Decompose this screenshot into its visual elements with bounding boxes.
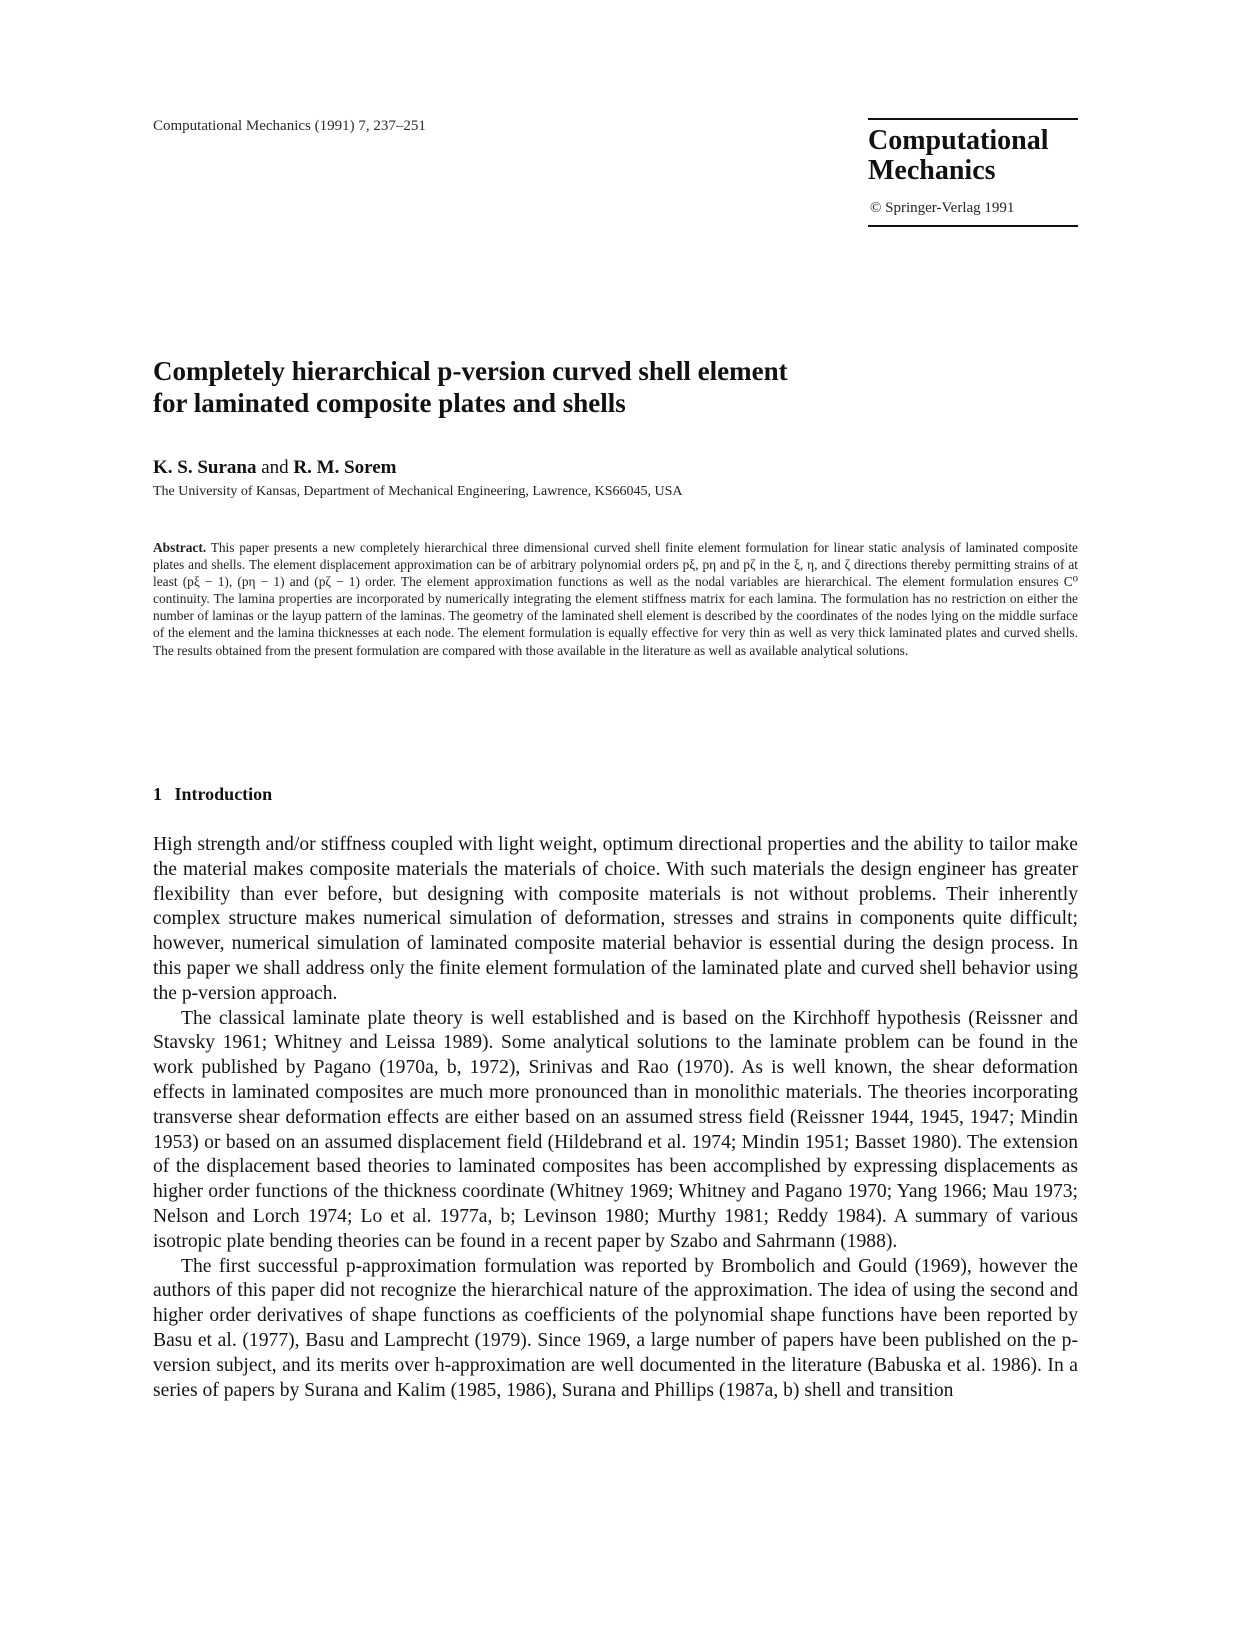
- masthead-top-rule: [868, 118, 1078, 120]
- section-title: Introduction: [174, 784, 273, 804]
- author-affiliation: The University of Kansas, Department of Mechanical Engineering, Lawrence, KS66045, USA: [153, 484, 683, 499]
- section-heading-introduction: [153, 784, 272, 805]
- author-conjunction: and: [261, 457, 289, 478]
- masthead-title-line2: Mechanics: [868, 155, 996, 186]
- abstract-label: Abstract.: [153, 540, 207, 555]
- abstract: [153, 539, 1078, 659]
- journal-reference: Computational Mechanics (1991) 7, 237–251: [153, 118, 426, 134]
- section-number: 1: [153, 784, 162, 804]
- introduction-body: [153, 833, 1078, 1403]
- copyright-notice: © Springer-Verlag 1991: [870, 200, 1015, 216]
- journal-masthead: [868, 118, 1078, 227]
- abstract-text: This paper presents a new completely hierarchical three dimensional curved shell finite element formulation for linear static analysis of laminated composite plates and shells. The element displacement approximation can be of arbitrary polynomial orders pξ, pη and pζ in the ξ, η, and ζ directions thereby permitting strains of at least (pξ − 1), (pη − 1) and (pζ − 1) order. The element approximation functions as well as the nodal variables are hierarchical. The element formulation ensures C⁰ continuity. The lamina properties are incorporated by numerically integrating the element stiffness matrix for each lamina. The formulation has no restriction on either the number of laminas or the layup pattern of the laminas. The geometry of the laminated shell element is described by the coordinates of the nodes lying on the middle surface of the element and the lamina thicknesses at each node. The element formulation is equally effective for very thin as well as very thick laminated plates and curved shells. The results obtained from the present formulation are compared with those available in the literature as well as available analytical solutions.: [153, 540, 1078, 658]
- paragraph: The classical laminate plate theory is well established and is based on the Kirchhoff hypothesis (Reissner and Stavsky 1961; Whitney and Leissa 1989). Some analytical solutions to the laminate problem can be found in the work published by Pagano (1970a, b, 1972), Srinivas and Rao (1970). As is well known, the shear deformation effects in laminated composites are much more pronounced than in monolithic materials. The theories incorporating transverse shear deformation effects are either based on an assumed stress field (Reissner 1944, 1945, 1947; Mindin 1953) or based on an assumed displacement field (Hildebrand et al. 1974; Mindin 1951; Basset 1980). The extension of the displacement based theories to laminated composites has been accomplished by expressing displacements as higher order functions of the thickness coordinate (Whitney 1969; Whitney and Pagano 1970; Yang 1966; Mau 1973; Nelson and Lorch 1974; Lo et al. 1977a, b; Levinson 1980; Murthy 1981; Reddy 1984). A summary of various isotropic plate bending theories can be found in a recent paper by Szabo and Sahrmann (1988).: [153, 1007, 1078, 1252]
- paper-title-line1: Completely hierarchical p-version curved shell element: [153, 356, 788, 386]
- paragraph: High strength and/or stiffness coupled with light weight, optimum directional properties and the ability to tailor make the material makes composite materials the materials of choice. With such materials the design engineer has greater flexibility than ever before, but designing with composite materials is not without problems. Their inherently complex structure makes numerical simulation of deformation, stresses and strains in components quite difficult; however, numerical simulation of laminated composite material behavior is essential during the design process. In this paper we shall address only the finite element formulation of the laminated plate and curved shell behavior using the p-version approach.: [153, 834, 1078, 1004]
- masthead-bottom-rule: [868, 225, 1078, 227]
- masthead-title-line1: Computational: [868, 125, 1049, 156]
- paper-title-line2: for laminated composite plates and shells: [153, 388, 626, 418]
- author-surana: K. S. Surana: [153, 457, 257, 478]
- author-list: [153, 457, 397, 479]
- author-sorem: R. M. Sorem: [293, 457, 397, 478]
- paragraph: The first successful p-approximation formulation was reported by Brombolich and Gould (1969), however the authors of this paper did not recognize the hierarchical nature of the approximation. The idea of using the second and higher order derivatives of shape functions as coefficients of the polynomial shape functions have been reported by Basu et al. (1977), Basu and Lamprecht (1979). Since 1969, a large number of papers have been published on the p-version subject, and its merits over h-approximation are well documented in the literature (Babuska et al. 1986). In a series of papers by Surana and Kalim (1985, 1986), Surana and Phillips (1987a, b) shell and transition: [153, 1255, 1078, 1401]
- paper-title: [153, 355, 1053, 419]
